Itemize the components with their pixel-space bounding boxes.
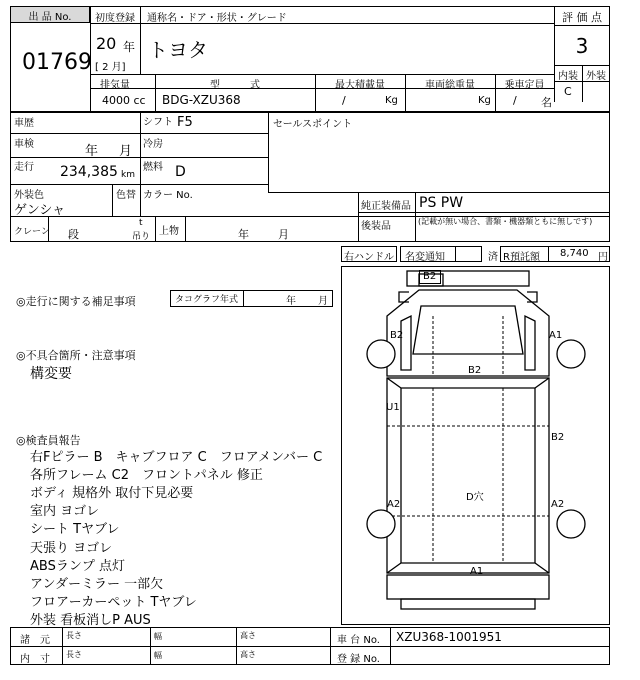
maker-name: トヨタ — [148, 38, 208, 62]
shift-label: シフト — [143, 117, 173, 128]
color-change-label: 色替 — [116, 190, 136, 201]
interior-label: 内装 — [558, 71, 578, 82]
inspection-year: 年 — [85, 144, 99, 159]
driving-notes-title: ◎走行に関する補足事項 — [16, 295, 136, 308]
ac-label: 冷房 — [143, 139, 163, 150]
steering-value: 右ハンドル — [344, 252, 394, 263]
inspector-line: ABSランプ 点灯 — [30, 559, 125, 574]
diagram-mark: B2 — [390, 330, 404, 341]
score-value: 3 — [575, 34, 589, 58]
model-name-label: 通称名・ドア・形状・グレード — [147, 13, 287, 24]
aftermarket-note: (記載が無い場合、書類・機器類ともに無しです) — [418, 217, 593, 226]
tachograph-month: 月 — [318, 296, 328, 307]
dims-height-label: 高さ — [240, 650, 256, 659]
shift-value: F5 — [177, 115, 193, 130]
history-label: 車歴 — [14, 118, 34, 129]
genuine-equipment-value: PS PW — [419, 195, 464, 211]
diagram-mark: A1 — [549, 330, 563, 341]
tachograph-label: タコグラフ年式 — [175, 295, 239, 305]
mileage-unit: km — [121, 170, 135, 180]
recycle-unit: 円 — [598, 252, 608, 263]
chassis-label: 車 台 No. — [337, 635, 380, 646]
first-reg-label: 初度登録 — [95, 13, 135, 24]
body-label: 上物 — [159, 226, 179, 237]
displacement-label: 排気量 — [100, 80, 130, 91]
ext-color-value: ゲンシャ — [14, 203, 66, 218]
model-type-value: BDG-XZU368 — [162, 93, 241, 107]
diagram-mark: B2 — [551, 432, 565, 443]
tachograph-year: 年 — [286, 296, 296, 307]
inspector-line: 右Fピラー B キャブフロア C フロアメンバー C — [30, 450, 323, 465]
capacity-unit: 名 — [541, 96, 552, 109]
aftermarket-label: 後装品 — [361, 221, 391, 232]
defects-text: 構変要 — [30, 366, 72, 382]
lot-label: 出 品 No. — [28, 12, 72, 23]
dims-length-label: 長さ — [66, 650, 82, 659]
inspector-line: 天張り ヨゴレ — [30, 541, 113, 556]
inspector-title: ◎検査員報告 — [16, 434, 81, 447]
ext-color-label: 外装色 — [14, 190, 44, 201]
model-type-label: 型 式 — [210, 80, 260, 91]
inspection-label: 車検 — [14, 139, 34, 150]
inspection-month: 月 — [119, 144, 133, 159]
chassis-value: XZU368-1001951 — [396, 630, 502, 644]
recycle-prefix: 済 — [488, 252, 498, 263]
capacity-label: 乗車定員 — [504, 80, 545, 91]
diagram-mark: B2 — [468, 365, 482, 376]
body-month: 月 — [278, 228, 289, 241]
inspector-line: 各所フレーム C2 フロントパネル 修正 — [30, 468, 263, 483]
diagram-mark: A2 — [551, 499, 565, 510]
mileage-value: 234,385 — [60, 164, 118, 180]
fuel-value: D — [175, 164, 186, 180]
exterior-label: 外装 — [586, 71, 606, 82]
color-no-label: カラー No. — [143, 190, 193, 201]
max-load-label: 最大積載量 — [335, 80, 385, 91]
displacement-value: 4000 cc — [102, 94, 146, 107]
dims-label: 内 寸 — [20, 654, 50, 665]
name-change-label: 名変通知 — [405, 252, 445, 263]
max-load-slash: / — [342, 94, 346, 107]
sales-point-label: セールスポイント — [273, 119, 353, 130]
interior-grade: C — [564, 85, 572, 98]
specs-width-label: 幅 — [154, 632, 162, 641]
diagram-mark: U1 — [386, 402, 400, 413]
crane-t: t — [139, 218, 143, 228]
specs-height-label: 高さ — [240, 631, 256, 640]
gross-weight-label: 車両総重量 — [425, 80, 475, 91]
inspector-line: フロアーカーペット Tヤブレ — [30, 595, 197, 610]
crane-tier: 段 — [68, 228, 79, 241]
gross-weight-unit: Kg — [478, 95, 491, 106]
inspector-line: アンダーミラー 一部欠 — [30, 577, 164, 592]
max-load-unit: Kg — [385, 95, 398, 106]
crane-label: クレーン — [14, 227, 50, 237]
specs-length-label: 長さ — [66, 631, 82, 640]
fuel-label: 燃料 — [143, 162, 163, 173]
recycle-value: 8,740 — [560, 248, 589, 259]
diagram-mark: D穴 — [466, 492, 484, 503]
genuine-equipment-label: 純正装備品 — [361, 201, 411, 212]
first-reg-year-unit: 年 — [123, 40, 136, 54]
score-label: 評 価 点 — [562, 11, 602, 24]
registration-label: 登 録 No. — [337, 654, 380, 665]
diagram-mark: A2 — [387, 499, 401, 510]
dims-width-label: 幅 — [154, 651, 162, 660]
inspector-line: ボディ 規格外 取付下見必要 — [30, 486, 194, 501]
lot-number: 01769 — [22, 50, 92, 75]
first-reg-year: 20 — [96, 34, 117, 53]
specs-label: 諸 元 — [20, 635, 50, 646]
recycle-label: R預託額 — [503, 252, 540, 263]
inspector-line: 室内 ヨゴレ — [30, 504, 100, 519]
first-reg-month: [ 2 月] — [95, 62, 126, 73]
body-year: 年 — [238, 228, 249, 241]
capacity-slash: / — [513, 94, 517, 107]
diagram-mark: B2 — [423, 271, 437, 282]
inspector-line: シート Tヤブレ — [30, 522, 120, 537]
crane-hang: 吊り — [132, 232, 151, 242]
diagram-mark: A1 — [470, 566, 484, 577]
defects-title: ◎不具合箇所・注意事項 — [16, 349, 136, 362]
mileage-label: 走行 — [14, 162, 34, 173]
inspector-line: 外装 看板消しP AUS — [30, 613, 151, 628]
